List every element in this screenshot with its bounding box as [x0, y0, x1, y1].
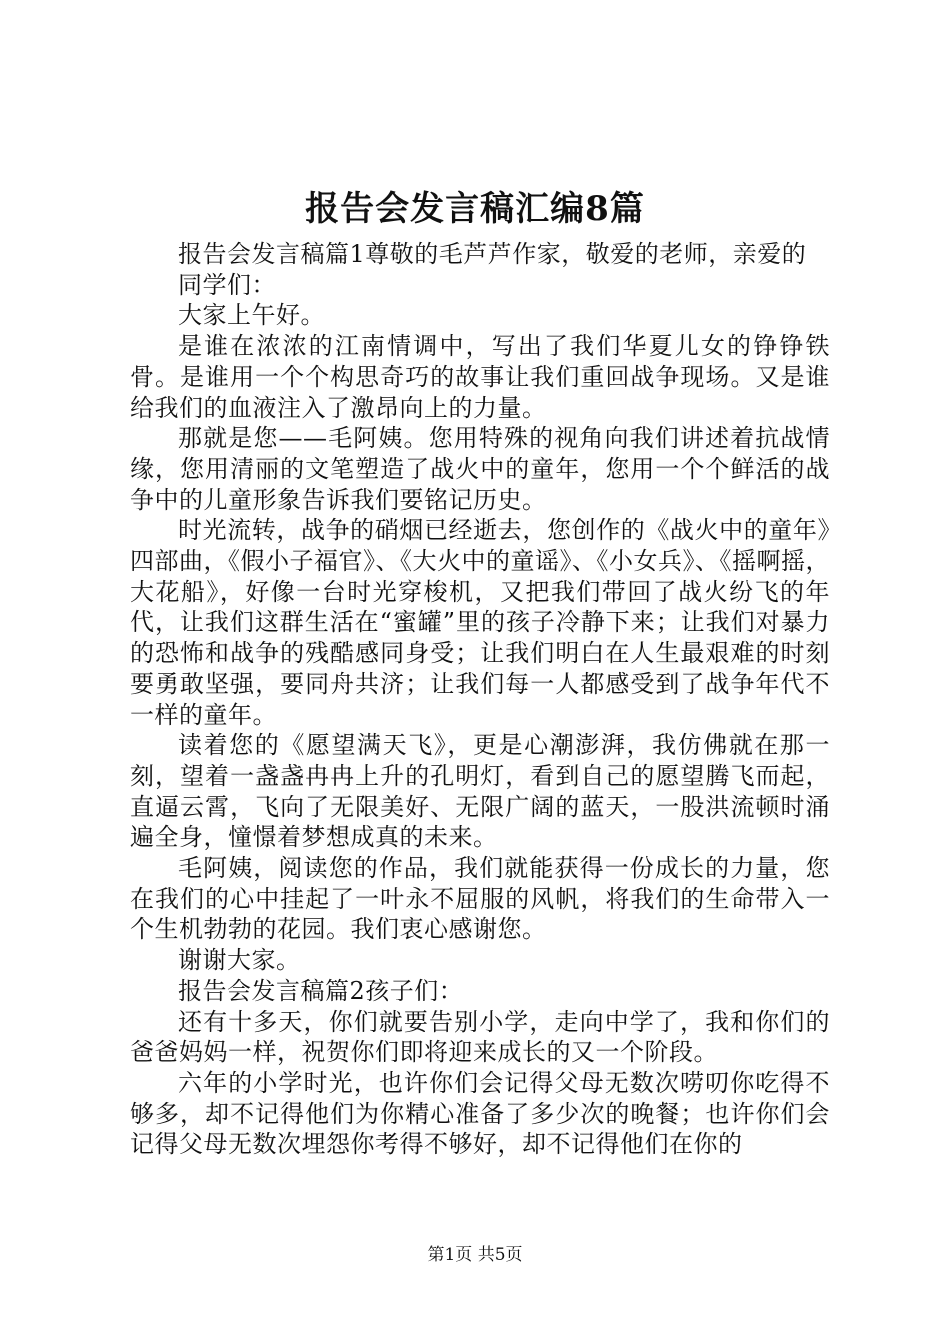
paragraph: 报告会发言稿篇1尊敬的毛芦芦作家，敬爱的老师，亲爱的	[178, 240, 807, 268]
page-footer: 第1页 共5页	[427, 1245, 523, 1265]
paragraph: 还有十多天，你们就要告别小学，走向中学了，我和你们的爸爸妈妈一样，祝贺你们即将迎来成长的又一个阶段。	[130, 1007, 830, 1067]
paragraph: 大家上午好。	[178, 301, 325, 330]
paragraph: 那就是您——毛阿姨。您用特殊的视角向我们讲述着抗战情缘，您用清丽的文笔塑造了战火中的童年，您用一个个鲜活的战争中的儿童形象告诉我们要铭记历史。	[130, 424, 830, 514]
paragraph: 报告会发言稿篇2孩子们：	[178, 976, 464, 1005]
document-title: 报告会发言稿汇编8篇	[305, 189, 645, 229]
paragraph: 六年的小学时光，也许你们会记得父母无数次唠叨你吃得不够多，却不记得他们为你精心准备了多少次的晚餐；也许你们会记得父母无数次埋怨你考得不够好，却不记得他们在你的	[130, 1068, 830, 1159]
paragraph: 毛阿姨，阅读您的作品，我们就能获得一份成长的力量，您在我们的心中挂起了一叶永不屈服的风帆，将我们的生命带入一个生机勃勃的花园。我们衷心感谢您。	[130, 854, 830, 944]
paragraph: 谢谢大家。	[178, 946, 301, 975]
paragraph: 时光流转，战争的硝烟已经逝去，您创作的《战火中的童年》四部曲，《假小子福官》、《大火中的童谣》、《小女兵》、《摇啊摇，大花船》，好像一台时光穿梭机，又把我们带回了战火纷飞的年代，让我们这群生活在“蜜罐”里的孩子冷静下来；让我们对暴力的恐怖和战争的残酷感同身受；让我们明白在人生最艰难的时刻要勇敢坚强，要同舟共济；让我们每一人都感受到了战争年代不一样的童年。	[130, 516, 830, 729]
paragraph: 读着您的《愿望满天飞》，更是心潮澎湃，我仿佛就在那一刻，望着一盏盏冉冉上升的孔明灯，看到自己的愿望腾飞而起，直逼云霄，飞向了无限美好、无限广阔的蓝天，一股洪流顿时涌遍全身，憧憬着梦想成真的未来。	[130, 731, 830, 852]
document-body	[130, 239, 830, 1160]
paragraph: 是谁在浓浓的江南情调中，写出了我们华夏儿女的铮铮铁骨。是谁用一个个构思奇巧的故事让我们重回战争现场。又是谁给我们的血液注入了激昂向上的力量。	[130, 332, 830, 422]
paragraph: 同学们：	[178, 270, 276, 299]
